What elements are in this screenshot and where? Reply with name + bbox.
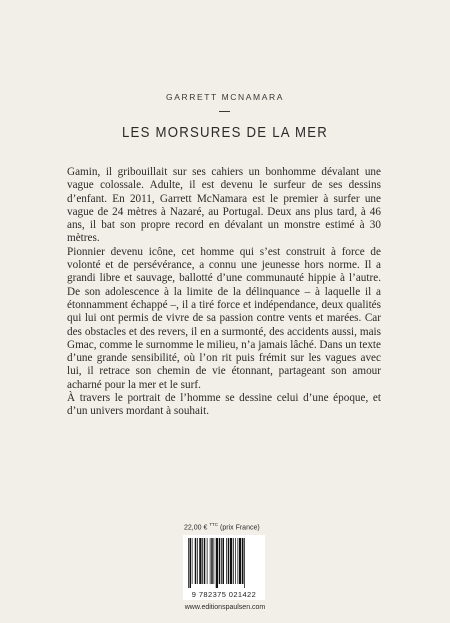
title-separator	[219, 111, 230, 112]
isbn-number: 9 782375 021422	[191, 590, 257, 599]
blurb-paragraph-3: À travers le portrait de l’homme se dessine celui d’une époque, et d’un univers mordant à souhait.	[67, 392, 381, 418]
blurb-text	[67, 166, 381, 419]
barcode-icon	[188, 538, 260, 588]
blurb-paragraph-1: Gamin, il gribouillait sur ses cahiers un bonhomme dévalant une vague colossale. Adulte, il est devenu le surfeur de ses dessins d’enfant. En 2011, Garrett McNamara est le premier à surfer une vague de 24 mètres à Nazaré, au Portugal. Deux ans plus tard, à 46 ans, il bat son propre record en dévalant un monstre estimé à 30 mètres.	[67, 166, 381, 245]
price-tax: TTC	[209, 522, 219, 527]
price-note: (prix France)	[220, 524, 260, 532]
author-name: GARRETT MCNAMARA	[165, 92, 284, 102]
price-amount: 22,00 €	[184, 524, 208, 532]
publisher-website: www.editionspaulsen.com	[184, 604, 266, 611]
isbn-barcode	[183, 535, 265, 600]
blurb-paragraph-2: Pionnier devenu icône, cet homme qui s’est construit à force de volonté et de persévérance, a connu une jeunesse hors norme. Il a grandi libre et sauvage, ballotté d’une communauté hippie à l’autre. De son adolescence à la limite de la délinquance – à laquelle il a étonnamment échappé –, il a tiré force et indépendance, deux qualités qui lui ont permis de vivre de sa passion contre vents et marées. Car des obstacles et des revers, il en a surmonté, des accidents aussi, mais Gmac, comme le surnomme le milieu, n’a jamais lâché. Dans un texte d’une grande sensibilité, où l’on rit puis frémit sur les vagues avec lui, il retrace son chemin de vie étonnant, partageant son amour acharné pour la mer et le surf.	[67, 245, 381, 391]
price-label	[184, 522, 260, 531]
book-title: LES MORSURES DE LA MER	[121, 124, 329, 141]
